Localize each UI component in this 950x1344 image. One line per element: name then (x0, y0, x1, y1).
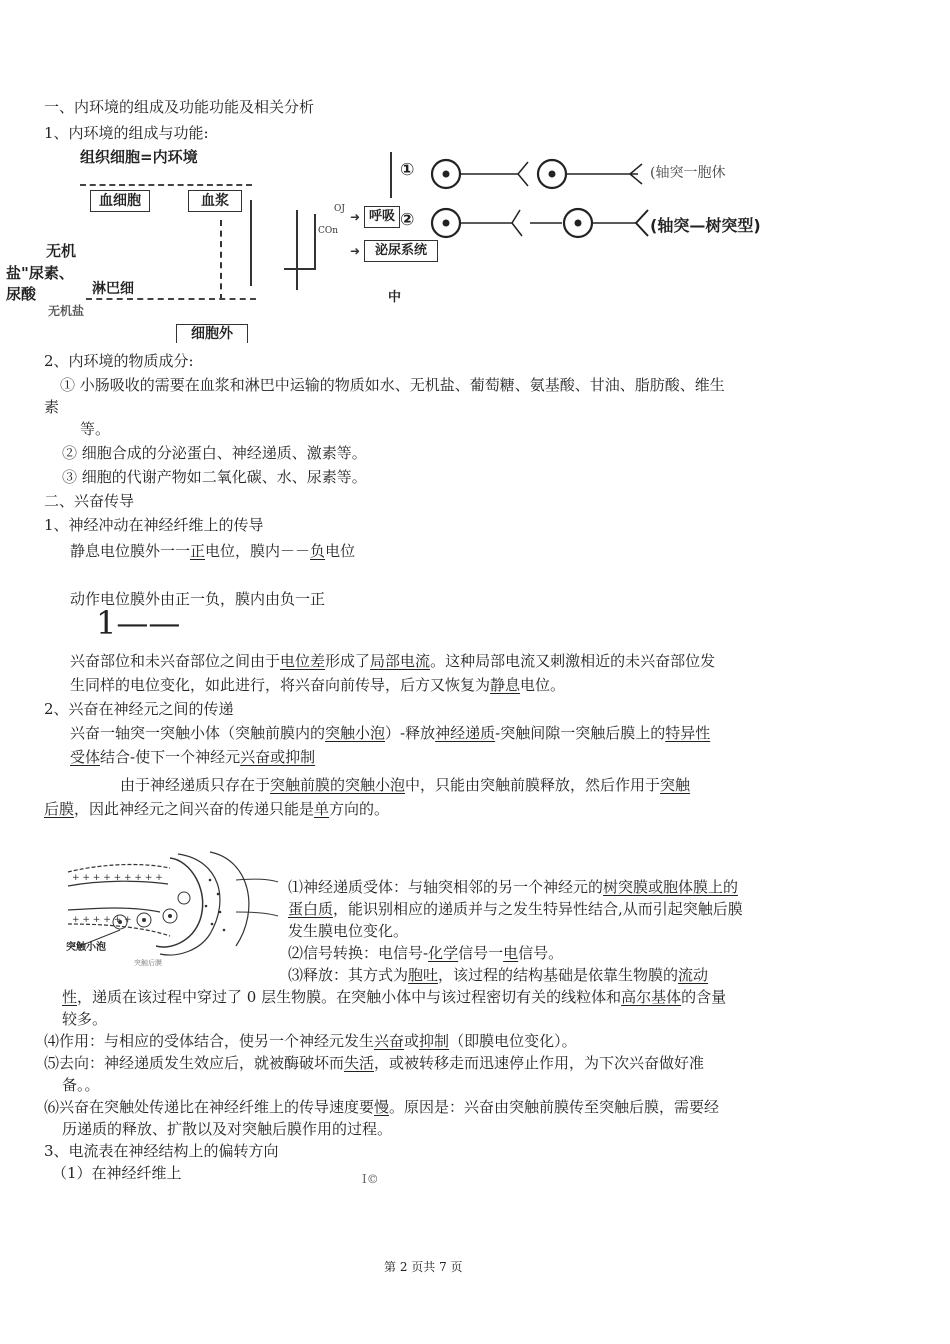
local-current-line1: 兴奋部位和未兴奋部位之间由于电位差形成了局部电流。这种局部电流又刺激相近的未兴奋部位发 (70, 652, 716, 670)
respiratory-box: 呼吸 (364, 206, 400, 228)
section1-sub1: 1、内环境的组成与功能: (44, 124, 209, 142)
fate-line1: ⑸去向：神经递质发生效应后，就被酶破坏而失活，或被转移走而迅速停止作用，为下次兴奋做好准 (44, 1054, 705, 1072)
page-number: 第 2 页共 7 页 (384, 1260, 463, 1274)
diagram-line-mid (220, 220, 222, 300)
systems-line-b (284, 268, 314, 270)
label-uric-acid: 尿酸 (6, 285, 37, 303)
arrow-urinary: ➜ (350, 244, 361, 258)
section2-sub3: 3、电流表在神经结构上的偏转方向 (44, 1142, 279, 1160)
receptor-line2: 蛋白质，能识别相应的递质并与之发生特异性结合,从而引起突触后膜 (288, 900, 743, 918)
function-line: ⑷作用：与相应的受体结合，使另一个神经元发生兴奋或抑制（即膜电位变化）。 (44, 1032, 577, 1050)
item-1a: ① 小肠吸收的需要在血浆和淋巴中运输的物质如水、无机盐、葡萄糖、氨基酸、甘油、脂肪酸、维生 (60, 376, 725, 394)
section2-sub3-1: （1）在神经纤维上 (52, 1164, 182, 1182)
synapse-num-1: ① (400, 160, 415, 180)
label-inorganic: 无机 (46, 242, 77, 260)
label-lymph-cell: 淋巴细 (92, 281, 134, 297)
item-1c: 等。 (80, 420, 111, 438)
diagram-line-right (250, 200, 252, 286)
diagram-title: 组织细胞=内环境 (80, 148, 198, 166)
release-line3: 较多。 (62, 1010, 108, 1028)
item-2: ② 细胞合成的分泌蛋白、神经递质、激素等。 (62, 444, 367, 462)
local-current-line2: 生同样的电位变化，如此进行，将兴奋向前传导，后方又恢复为静息电位。 (70, 676, 566, 694)
blood-cell-box: 血细胞 (90, 190, 150, 212)
section2-sub2: 2、兴奋在神经元之间的传递 (44, 700, 234, 718)
diagram-dash-bottom (86, 298, 256, 300)
release-line1: ⑶释放：其方式为胞吐，该过程的结构基础是依靠生物膜的流动 (288, 966, 709, 984)
systems-line-a (296, 210, 298, 290)
svg-text:+ + + + + +: + + + + + + (72, 915, 132, 925)
section1-heading: 一、内环境的组成及功能功能及相关分析 (44, 98, 315, 116)
speed-line1: ⑹兴奋在突触处传递比在神经纤维上的传导速度要慢。原因是：兴奋由突触前膜传至突触后膜，需要经 (44, 1098, 720, 1116)
receptor-line3: 发生膜电位变化。 (288, 922, 409, 940)
plasma-box: 血浆 (188, 190, 242, 212)
signal-conversion: ⑵信号转换：电信号-化学信号一电信号。 (288, 944, 564, 962)
meter-mark: I© (362, 1172, 379, 1186)
synapse-vesicle-label: 突触小泡 (66, 942, 106, 953)
synapse-label-2: (轴突—树突型) (650, 216, 761, 235)
section2-sub1: 1、神经冲动在神经纤维上的传导 (44, 516, 264, 534)
unidirection-line1: 由于神经递质只存在于突触前膜的突触小泡中，只能由突触前膜释放，然后作用于突触 (120, 776, 691, 794)
transmission-line1: 兴奋一轴突一突触小体（突触前膜内的突触小泡）-释放神经递质-突触间隙一突触后膜上的特异性 (70, 724, 711, 742)
release-line2: 性，递质在该过程中穿过了 0 层生物膜。在突触小体中与该过程密切有关的线粒体和高尔基体的含量 (62, 988, 727, 1006)
systems-line-c (314, 214, 316, 270)
fate-line2: 备。。 (62, 1076, 100, 1094)
label-corr: COn (318, 226, 339, 236)
transmission-line2: 受体结合-使下一个神经元兴奋或抑制 (70, 748, 316, 766)
rest-potential: 静息电位膜外一一正电位，膜内－－负电位 (70, 542, 356, 560)
synapse-type-2 (432, 209, 648, 237)
label-oj: OJ (334, 204, 345, 214)
section1-sub2: 2、内环境的物质成分: (44, 352, 194, 370)
label-center: 中 (388, 290, 402, 305)
speed-line2: 历递质的释放、扩散以及对突触后膜作用的过程。 (62, 1120, 393, 1138)
arrow-respiratory: ➜ (350, 210, 361, 224)
receptor-line1: ⑴神经递质受体：与轴突相邻的另一个神经元的树突膜或胞体膜上的 (288, 878, 739, 896)
postsynaptic-membrane-label: 突触后膜 (134, 959, 162, 967)
synapse-type-1 (432, 160, 642, 188)
urinary-box: 泌尿系统 (364, 240, 438, 262)
synapse-num-2: ② (400, 210, 415, 230)
item-1b: 素 (44, 398, 60, 416)
item-3: ③ 细胞的代谢产物如二氧化碳、水、尿素等。 (62, 468, 367, 486)
big-one-mark: 1—— (96, 604, 181, 642)
action-potential: 动作电位膜外由正一负，膜内由负一正 (70, 590, 326, 608)
label-inorganic2: 无机盐 (48, 304, 85, 318)
synapse-label-1: (轴突一胞休 (650, 165, 726, 181)
svg-text:+ + + + + + + + +: + + + + + + + + + (72, 873, 163, 883)
extracellular-box: 细胞外 (176, 324, 248, 343)
label-salt-urea: 盐"尿素、 (6, 264, 74, 282)
unidirection-line2: 后膜，因此神经元之间兴奋的传递只能是单方向的。 (44, 800, 390, 818)
section2-heading: 二、兴奋传导 (44, 492, 135, 510)
diagram-dash-top (80, 184, 252, 186)
